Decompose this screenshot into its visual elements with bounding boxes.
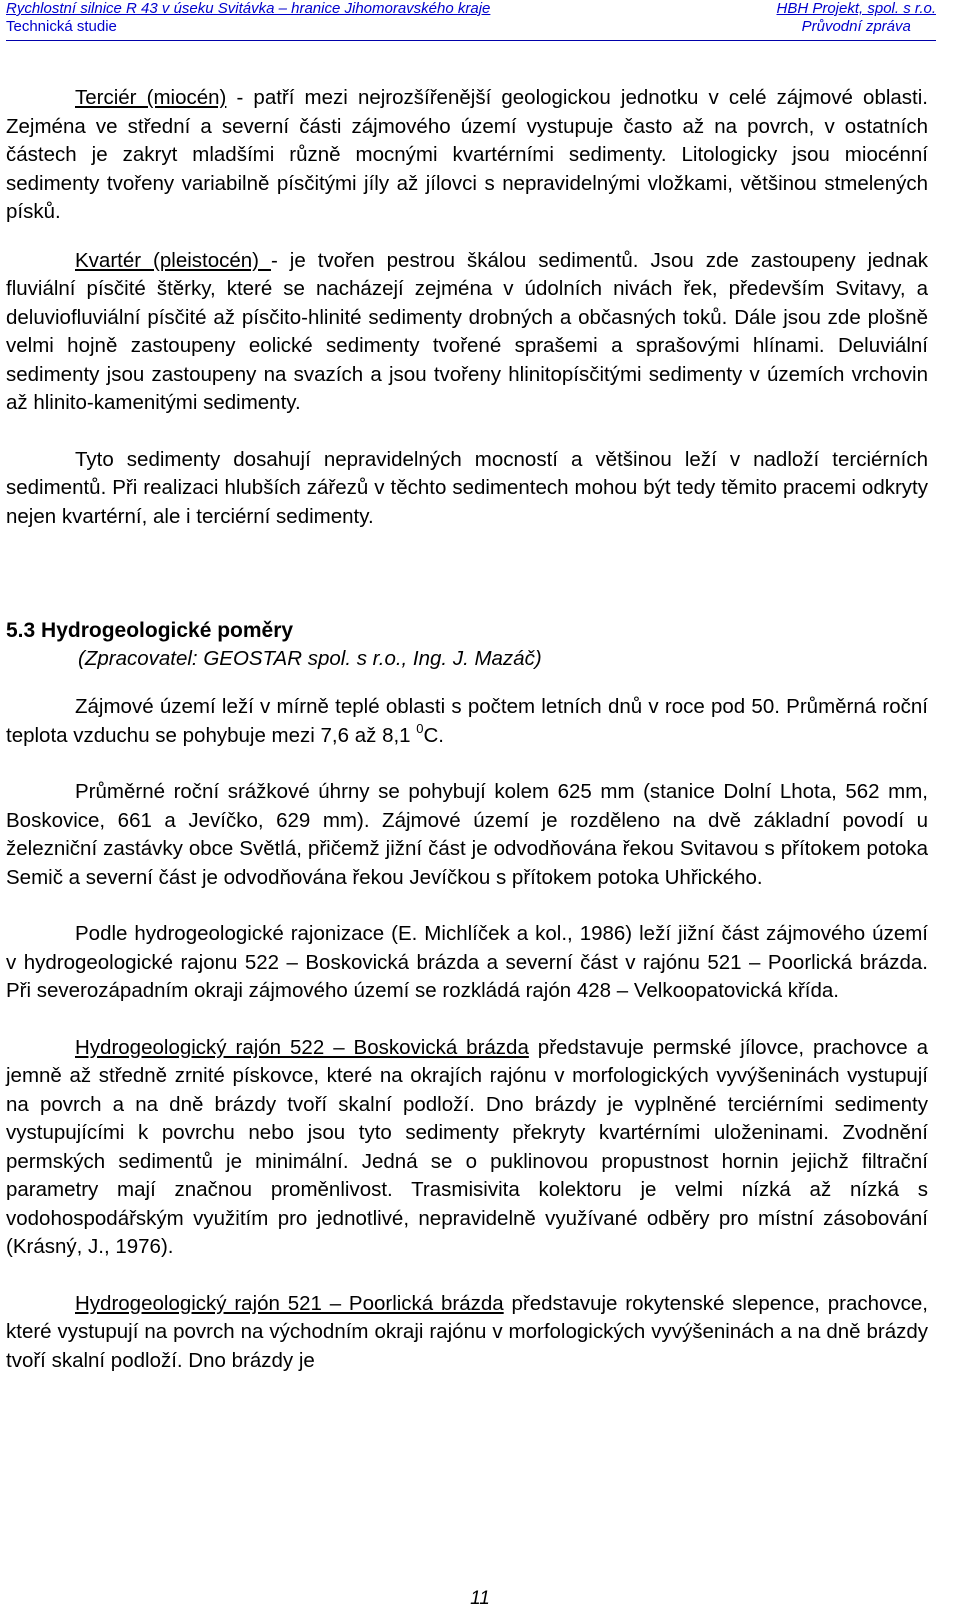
term-quaternary: Kvartér (pleistocén) <box>75 248 271 272</box>
degree-superscript: 0 <box>416 720 424 736</box>
report-type: Průvodní zpráva <box>801 18 911 35</box>
term-rajon-522: Hydrogeologický rajón 522 – Boskovická brázda <box>75 1035 529 1059</box>
document-type: Technická studie <box>6 18 117 35</box>
paragraph-rajon-521-text: představuje rokytenské slepence, prachovce, které vystupují na povrch na východním okraji rajónu v morfologických vyvýšeninách a na dně brázdy tvoří skalní podloží. Dno brázdy je <box>6 1291 928 1372</box>
paragraph-climate <box>6 693 928 750</box>
page-content <box>6 84 928 1375</box>
paragraph-tertiary <box>6 84 928 227</box>
paragraph-rajonization: Podle hydrogeologické rajonizace (E. Michlíček a kol., 1986) leží jižní část zájmového území v hydrogeologické rajonu 522 – Boskovická brázda a severní část v rajónu 521 – Poorlická brázda. Při severozápadním okraji zájmového území se rozkládá rajón 428 – Velkoopatovická křída. <box>6 922 928 1002</box>
paragraph-rajon-522-text: představuje permské jílovce, prachovce a jemně až středně zrnité pískovce, které na okrajích rajónu v morfologických vyvýšeninách vystupují na povrch a na dně brázdy tvoří skalní podloží. Dno brázdy je vyplněné terciérními sedimenty vystupujícími k povrchu nebo jsou tyto sedimenty překryty kvartérními uloženinami. Zvodnění permských sedimentů je minimální. Jedná se o puklinovou propustnost hornin jejichž filtrační parametry mají značnou proměnlivost. Trasmisivita kolektoru je velmi nízká až nízká s vodohospodářským využitím pro jednotlivé, nepravidelně využívané odběry pro místní zásobování (Krásný, J., 1976). <box>6 1035 928 1258</box>
paragraph-sediments: Tyto sedimenty dosahují nepravidelných mocností a většinou leží v nadloží terciérních sedimentů. Při realizaci hlubších zářezů v těchto sedimentech mohou být tedy těmito pracemi odkryty nejen kvartérní, ale i terciérní sedimenty. <box>6 447 928 528</box>
section-title: 5.3 Hydrogeologické poměry <box>6 619 294 642</box>
paragraph-climate-text: Zájmové území leží v mírně teplé oblasti s počtem letních dnů v roce pod 50. Průměrná roční teplota vzduchu se pohybuje mezi 7,6 až 8,1 <box>6 695 928 747</box>
page-header <box>6 0 936 41</box>
paragraph-rajon-521 <box>6 1290 928 1376</box>
section-author: (Zpracovatel: GEOSTAR spol. s r.o., Ing. J. Mazáč) <box>78 647 542 670</box>
paragraph-quaternary-text: - je tvořen pestrou škálou sedimentů. Jsou zde zastoupeny jednak fluviální písčité štěrky, které se nacházejí zejména v údolních nivách řek, především Svitavy, a deluviofluviální písčité až písčito-hlinité sedimenty drobných a občasných toků. Dále jsou zde plošně velmi hojně zastoupeny eolické sedimenty tvořené sprašemi a sprašovými hlínami. Deluviální sedimenty jsou zastoupeny na svazích a jsou tvořeny hlinitopísčitými sedimenty v územích vrchovin až hlinito-kamenitými sedimenty. <box>6 248 928 414</box>
header-left <box>6 0 490 36</box>
term-tertiary: Terciér (miocén) <box>75 86 227 109</box>
company-name: HBH Projekt, spol. s r.o. <box>776 0 936 17</box>
paragraph-precipitation: Průměrné roční srážkové úhrny se pohybují kolem 625 mm (stanice Dolní Lhota, 562 mm, Boskovice, 661 a Jevíčko, 629 mm). Zájmové území je rozděleno na dvě základní povodí u železniční zastávky obce Světlá, přičemž jižní část je odvodňována řekou Svitavou s přítokem potoka Semič a severní část je odvodňována řekou Jevíčkou s přítokem potoka Uhřického. <box>6 780 928 889</box>
header-right <box>777 0 937 36</box>
paragraph-quaternary <box>6 247 928 418</box>
page-number: 11 <box>470 1588 490 1609</box>
paragraph-climate-end: C. <box>423 723 444 747</box>
document-title: Rychlostní silnice R 43 v úseku Svitávka – hranice Jihomoravského kraje <box>6 0 491 17</box>
paragraph-tertiary-text: - patří mezi nejrozšířenější geologickou jednotku v celé zájmové oblasti. Zejména ve střední a severní části zájmového území vystupuje často až na povrch, v ostatních částech je zakryt mladšími různě mocnými kvartérními sedimenty. Litologicky jsou miocénní sedimenty tvořeny variabilně písčitými jíly až jílovci s nepravidelnými vložkami, většinou stmelených písků. <box>6 86 928 223</box>
paragraph-rajon-522 <box>6 1034 928 1262</box>
term-rajon-521: Hydrogeologický rajón 521 – Poorlická brázda <box>75 1291 504 1315</box>
